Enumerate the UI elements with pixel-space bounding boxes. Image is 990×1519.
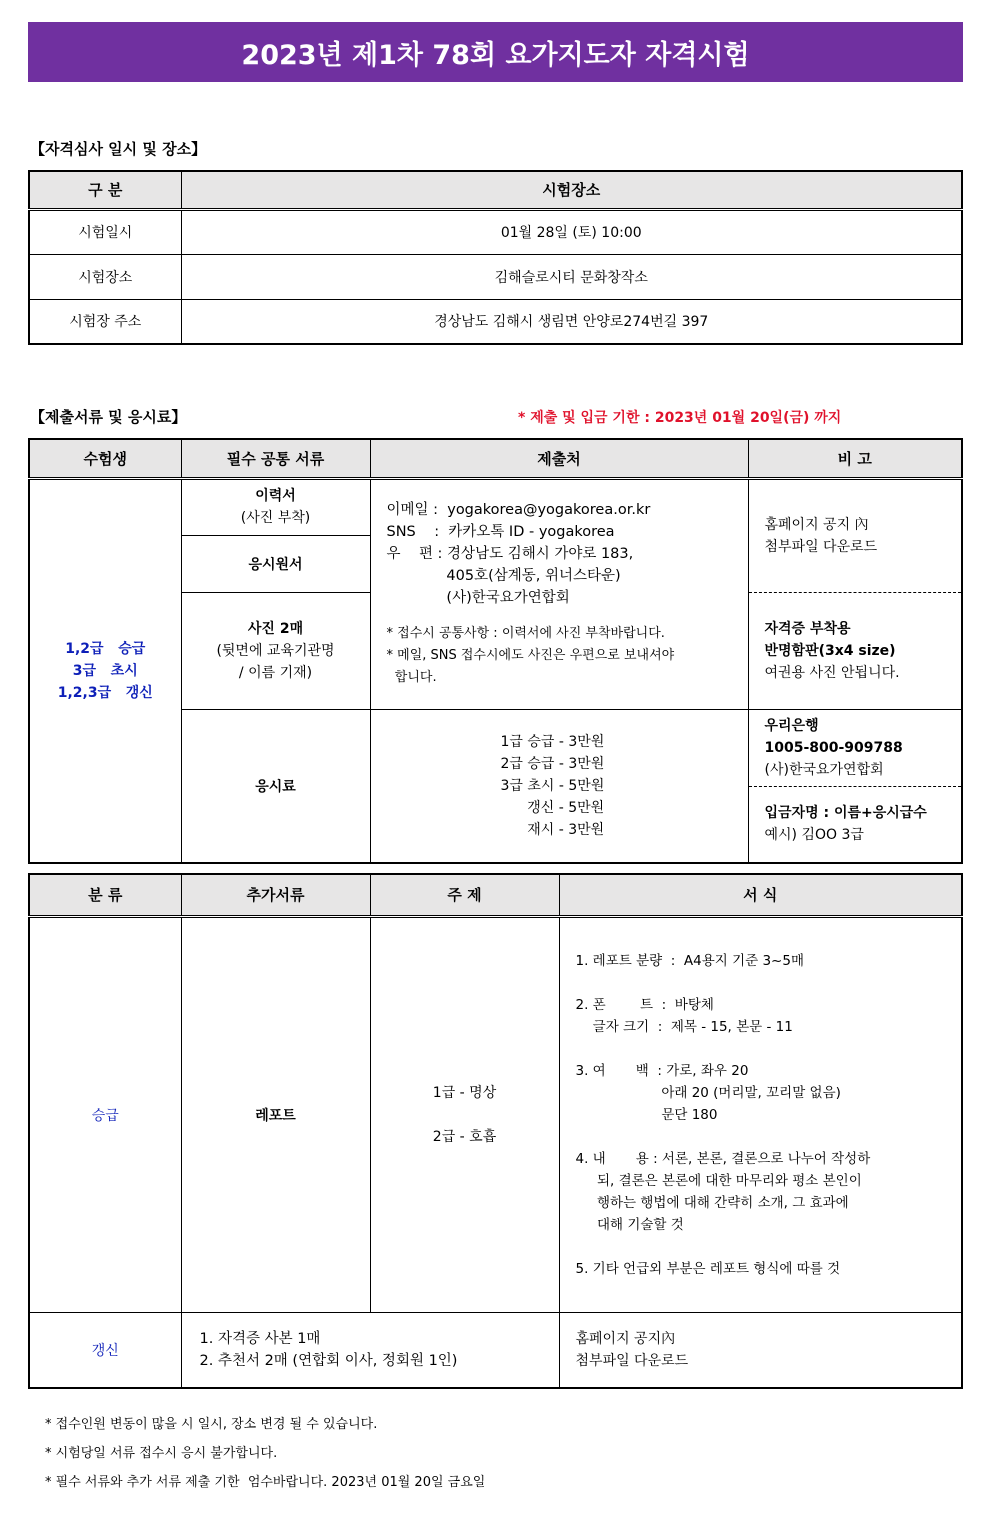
doc-resume	[181, 478, 370, 535]
column-header-venue: 시험장소	[181, 171, 962, 209]
report-format-line	[576, 972, 956, 994]
report-format-line	[576, 1038, 956, 1060]
renewal-note	[559, 1312, 962, 1388]
additional-docs-table	[28, 873, 963, 1389]
report-format-line: 글자 크기 : 제목 - 15, 본문 - 11	[575, 1018, 793, 1035]
column-header-examinee: 수험생	[29, 439, 181, 478]
remark-homepage	[748, 478, 962, 592]
column-header-submit-to: 제출처	[370, 439, 748, 478]
remark-photo	[748, 592, 962, 709]
column-header-required-docs: 필수 공통 서류	[181, 439, 370, 478]
remark-homepage-line1: 홈페이지 공지 內	[764, 516, 869, 533]
footnote-1: * 접수인원 변동이 많을 시 일시, 장소 변경 될 수 있습니다.	[45, 1417, 378, 1432]
footnotes	[45, 1410, 485, 1497]
report-format-line: 3. 여 백 : 가로, 좌우 20	[575, 1062, 749, 1079]
doc-photo-label: 사진 2매	[247, 620, 304, 637]
section-heading-schedule: 【자격심사 일시 및 장소】	[30, 140, 207, 158]
submit-note1: * 접수시 공통사항 : 이력서에 사진 부착바랍니다.	[386, 626, 665, 641]
renewal-docs	[181, 1312, 559, 1388]
report-format-line: 아래 20 (머리말, 꼬리말 없음)	[575, 1084, 841, 1101]
doc-photo-note2: / 이름 기재)	[238, 664, 313, 681]
submit-note3: 합니다.	[386, 670, 437, 685]
report-format-lines	[576, 950, 956, 1280]
bank-account-number: 1005-800-909788	[764, 739, 903, 756]
row-value-venue: 김해슬로시티 문화창작소	[181, 254, 962, 299]
examinee-type-promotion: 1,2급 승급	[65, 640, 146, 657]
column-header-additional-docs: 추가서류	[181, 874, 370, 916]
topic-level2: 2급 - 호흡	[432, 1128, 497, 1145]
report-format-line: 4. 내 용 : 서론, 본론, 결론으로 나누어 작성하	[575, 1150, 871, 1167]
fee-level3-initial: 3급 초시 - 5만원	[500, 777, 605, 794]
report-format-line: 행하는 행법에 대해 간략히 소개, 그 효과에	[575, 1194, 849, 1211]
examinee-types	[29, 478, 181, 863]
category-renewal: 갱신	[29, 1312, 181, 1388]
row-label-address: 시험장 주소	[29, 299, 181, 344]
depositor-example: 예시) 김OO 3급	[764, 827, 864, 844]
fee-level2-promotion: 2급 승급 - 3만원	[500, 755, 605, 772]
fee-retake: 재시 - 3만원	[500, 821, 605, 838]
row-label-date: 시험일시	[29, 209, 181, 254]
submit-destination	[370, 478, 748, 709]
column-header-remarks: 비 고	[748, 439, 962, 478]
submit-note2: * 메일, SNS 접수시에도 사진은 우편으로 보내셔야	[386, 648, 675, 663]
report-format-line: 되, 결론은 본론에 대한 마무리와 평소 본인이	[575, 1172, 862, 1189]
report-format-line	[576, 1126, 956, 1148]
remark-photo-line1: 자격증 부착용	[764, 620, 851, 637]
topic-level1: 1급 - 명상	[432, 1084, 497, 1101]
footnote-3: * 필수 서류와 추가 서류 제출 기한 엄수바랍니다. 2023년 01월 20일 금요일	[45, 1475, 486, 1490]
doc-resume-label: 이력서	[255, 488, 296, 504]
page-title: 2023년 제1차 78회 요가지도자 자격시험	[28, 22, 963, 82]
renewal-doc2: 2. 추천서 2매 (연합회 이사, 정회원 1인)	[199, 1352, 458, 1369]
doc-resume-note: (사진 부착)	[240, 510, 311, 526]
fee-level1-promotion: 1급 승급 - 3만원	[500, 733, 605, 750]
report-format-line: 문단 180	[575, 1106, 718, 1123]
column-header-class: 분 류	[29, 874, 181, 916]
fee-renewal: 갱신 - 5만원	[500, 799, 605, 816]
footnote-2: * 시험당일 서류 접수시 응시 불가합니다.	[45, 1446, 278, 1461]
report-format-line: 5. 기타 언급외 부분은 레포트 형식에 따를 것	[575, 1260, 841, 1277]
doc-fee: 응시료	[181, 709, 370, 863]
renewal-doc1: 1. 자격증 사본 1매	[199, 1330, 321, 1347]
row-label-venue: 시험장소	[29, 254, 181, 299]
promotion-doc-report: 레포트	[181, 916, 370, 1312]
category-promotion: 승급	[29, 916, 181, 1312]
submit-email: 이메일 : yogakorea@yogakorea.or.kr	[386, 502, 651, 518]
doc-photo-note1: (뒷면에 교육기관명	[216, 642, 335, 659]
deadline-notice: * 제출 및 입금 기한 : 2023년 01월 20일(금) 까지	[518, 410, 842, 426]
report-format	[559, 916, 962, 1312]
remark-photo-line3: 여권용 사진 안됩니다.	[764, 664, 900, 681]
examinee-type-initial: 3급 초시	[72, 662, 138, 679]
report-format-line: 2. 폰 트 : 바탕체	[575, 996, 714, 1013]
report-format-line: 1. 레포트 분량 : A4용지 기준 3~5매	[575, 952, 804, 969]
column-header-format: 서 식	[559, 874, 962, 916]
bank-name: 우리은행	[764, 717, 819, 734]
promotion-topics	[370, 916, 559, 1312]
schedule-table	[28, 170, 963, 345]
section-heading-documents: 【제출서류 및 응시료】	[30, 408, 187, 426]
documents-table	[28, 438, 963, 864]
remark-depositor	[748, 786, 962, 863]
depositor-rule: 입금자명 : 이름+응시급수	[764, 805, 927, 822]
row-value-date: 01월 28일 (토) 10:00	[181, 209, 962, 254]
renewal-note-line2: 첨부파일 다운로드	[575, 1352, 689, 1369]
remark-photo-line2: 반명함판(3x4 size)	[764, 642, 896, 659]
column-header-topic: 주 제	[370, 874, 559, 916]
fee-list	[370, 709, 748, 863]
renewal-note-line1: 홈페이지 공지內	[575, 1330, 676, 1347]
bank-account-holder: (사)한국요가연합회	[764, 761, 884, 778]
doc-application: 응시원서	[181, 535, 370, 592]
submit-mail-recipient: (사)한국요가연합회	[386, 590, 570, 606]
submit-mail-address2: 405호(삼계동, 위너스타운)	[386, 568, 621, 584]
examinee-type-renewal: 1,2,3급 갱신	[57, 684, 153, 701]
submit-mail: 우 편 : 경상남도 김해시 가야로 183,	[386, 546, 634, 562]
row-value-address: 경상남도 김해시 생림면 안양로274번길 397	[181, 299, 962, 344]
doc-photo	[181, 592, 370, 709]
report-format-line: 대해 기술할 것	[575, 1216, 684, 1233]
submit-sns: SNS : 카카오톡 ID - yogakorea	[386, 524, 615, 540]
column-header-category: 구 분	[29, 171, 181, 209]
report-format-line	[576, 1236, 956, 1258]
remark-bank	[748, 709, 962, 786]
remark-homepage-line2: 첨부파일 다운로드	[764, 538, 878, 555]
